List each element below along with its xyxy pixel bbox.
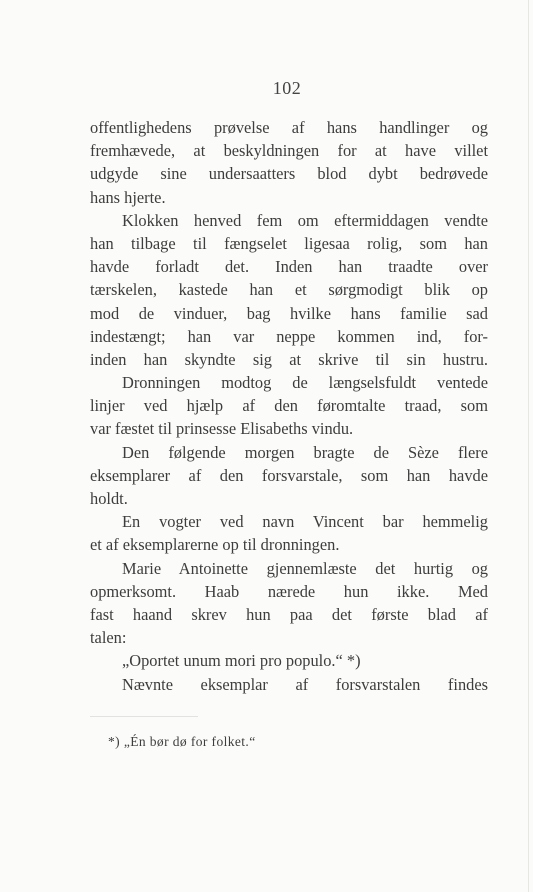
text-line: offentlighedens prøvelse af hans handlinger og — [90, 118, 488, 137]
text-line: tærskelen, kastede han et sørgmodigt blik op — [90, 280, 488, 300]
text-line: udgyde sine undersaatters blod dybt bedrøvede — [90, 164, 488, 184]
text-line: Dronningen modtog de længselsfuldt ventede — [122, 373, 488, 393]
text-line: holdt. — [90, 489, 128, 508]
text-line: Den følgende morgen bragte de Sèze flere — [122, 442, 488, 462]
text-line: Klokken henved fem om eftermiddagen vendte — [122, 210, 488, 230]
text-line: hans hjerte. — [90, 187, 166, 207]
text-line: En vogter ved navn Vincent bar hemmelig — [122, 512, 488, 532]
text-line: mod de vinduer, bag hvilke hans familie sad — [90, 303, 488, 323]
text-line: Marie Antoinette gjennemlæste det hurtig og — [122, 558, 488, 578]
text-line: et af eksemplarerne op til dronningen. — [90, 535, 340, 555]
text-line: inden han skyndte sig at skrive til sin hustru. — [90, 349, 488, 369]
footnote-divider — [90, 716, 198, 717]
text-line: eksemplarer af den forsvarstale, som han havde — [90, 465, 488, 485]
page-number: 102 — [272, 78, 302, 98]
body-text — [90, 116, 488, 696]
text-line: han tilbage til fængselet ligesaa rolig, som han — [90, 233, 488, 253]
text-line: linjer ved hjælp af den føromtalte traad, som — [90, 396, 488, 416]
text-line: var fæstet til prinsesse Elisabeths vindu. — [90, 419, 354, 439]
text-line: Nævnte eksemplar af forsvarstalen findes — [122, 674, 488, 694]
text-line: fast haand skrev hun paa det første blad af — [90, 604, 488, 624]
text-line: „Oportet unum mori pro populo.“ *) — [122, 651, 361, 671]
text-line: havde forladt det. Inden han traadte over — [90, 257, 488, 277]
page-edge — [528, 0, 529, 892]
text-line: talen: — [90, 628, 127, 648]
text-line: opmerksomt. Haab nærede hun ikke. Med — [90, 581, 488, 601]
text-line: indestængt; han var neppe kommen ind, for- — [90, 326, 488, 346]
text-line: fremhævede, at beskyldningen for at have villet — [90, 141, 488, 161]
footnote: *) „Én bør dø for folket.“ — [108, 734, 256, 749]
